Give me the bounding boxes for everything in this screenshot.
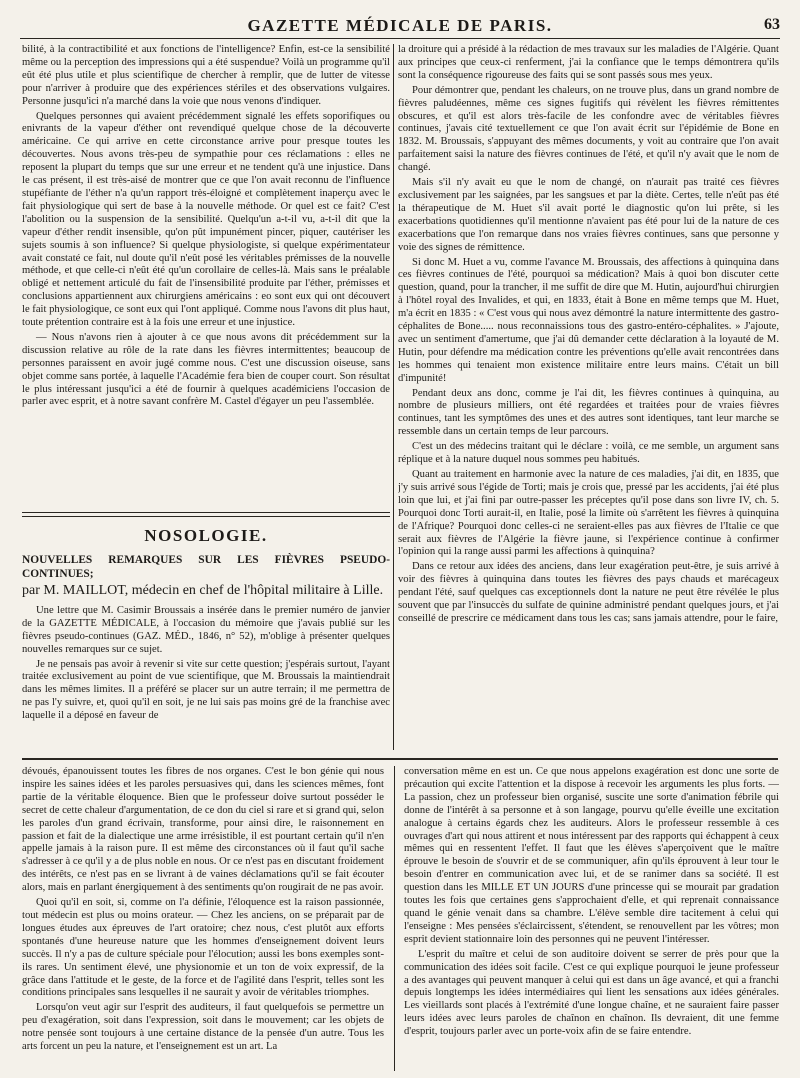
- paragraph: — Nous n'avons rien à ajouter à ce que nous avons dit précédemment sur la discussion relative au rôle de la rate dans les fièvres intermittentes; beaucoup de personnes paraissent en avoir jugé comme nous. C'est une discussion oiseuse, sans objet comme sans portée, à laquelle l'Académie fera bien de couper court. Son résultat le plus intéressant jusqu'ici a été de fournir à quelques académiciens l'occasion de parler avec esprit, et à notre savant confrère M. Castel d'égayer un peu l'assemblée.: [22, 331, 390, 408]
- section-divider: [22, 516, 390, 517]
- column-divider: [393, 44, 394, 750]
- paragraph: Dans ce retour aux idées des anciens, dans leur exagération peut-être, je suis arrivé à voir des fièvres à quinquina dans toutes les fièvres des pays chauds et marécageux pendant l'été, sauf quelques cas exceptionnels dont la nature ne peut être révélée le plus souvent que par l'insuccès du sulfate de quinine administré pendant quelques jours, et j'ai conseillé de prescrire ce médicament dans tous les cas; sans jamais attendre, pour le faire,: [398, 561, 779, 624]
- feuilleton-divider: [22, 758, 778, 760]
- column-right-top: [398, 44, 779, 752]
- column-right-bottom: [404, 766, 779, 1071]
- paragraph: Quelques personnes qui avaient précédemment signalé les effets soporifiques ou enivrants de la vapeur d'éther ont revendiqué quelque chose de la découverte américaine. Ce qui arrive en cette circonstance arrive pour presque toutes les découvertes. Nous avons très-peu de sympathie pour ces réclamations : elles ne reposent la plupart du temps que sur une erreur et ne tendent qu'à une injustice. Dans le cas présent, il est très-aisé de montrer que ce que l'on avait reconnu de l'influence stupéfiante de l'éther n'a qu'un rapport très-éloigné et complètement inaperçu avec le fait physiologique qui sert de base à la nouvelle méthode. Or quel est ce fait? C'est l'abolition ou la suspension de la sensibilité. Quelqu'un a-t-il vu, a-t-il dit que la vapeur d'éther rendit insensible, qu'on pût impunément pincer, piquer, cautériser les sujets soumis à son influence? Si quelque physiologiste, si quelque expérimentateur avait constaté ce fait, nul doute qu'il n'eût posé les véritables prémisses de la nouvelle méthode, et que celle-ci n'eût été qu'un corollaire de celles-là. Mais sans le préalable obligé et nettement articulé du fait de l'insensibilité produite par l'éther, prémisses et conclusions appartiennent aux chirurgiens américains : eo sont eux qui ont découvert le fait physiologique, ce sont eux qui l'ont appliqué. Comme nous l'avons dit plus haut, toute prétention contraire est à la fois une erreur et une injustice.: [22, 110, 390, 329]
- paragraph: Pendant deux ans donc, comme je l'ai dit, les fièvres continues à quinquina, au nombre de plusieurs milliers, ont été regardées et traitées pour de vraies fièvres continues, tant les symptômes des unes et des autres sont identiques, tant leur marche se ressemble dans un certain temps de leur parcours.: [398, 387, 779, 438]
- column-divider: [394, 766, 395, 1071]
- column-left-bottom: [22, 766, 384, 1071]
- paragraph: Quoi qu'il en soit, si, comme on l'a définie, l'éloquence est la raison passionnée, tout médecin est plus ou moins orateur. — Chez les anciens, on se préparait par de longues études aux épreuves de l'art oratoire; chez nous, c'est plutôt aux efforts spontanés d'une heureuse nature que les hommes d'enseignement doivent leurs succès. Il n'y a pas de culture spéciale pour l'élocution; aussi les bons exemples sont-ils rares. Un sentiment élevé, une physionomie et un ton de voix expressif, de la grâce dans l'attitude et le geste, de la force et de l'agilité dans l'esprit, telles sont les conditions principales sans lesquelles il ne saurait y avoir de véritables triomphes.: [22, 897, 384, 999]
- paragraph: Une lettre que M. Casimir Broussais a insérée dans le premier numéro de janvier de la GAZETTE MÉDICALE, à l'occasion du mémoire que j'avais publié sur les fièvres pseudo-continues (GAZ. MÉD., 1846, n° 52), m'oblige à présenter quelques nouvelles remarques sur ce sujet.: [22, 604, 390, 655]
- section-divider: [22, 512, 390, 513]
- page-number: 63: [764, 16, 780, 33]
- paragraph: Si donc M. Huet a vu, comme l'avance M. Broussais, des affections à quinquina dans ces fièvres continues de l'été, pourquoi sa médication? Mais à quoi bon discuter cette question, quand, pour la trancher, il me suffit de dire que M. Hutin, aujourd'hui chirurgien à l'hôtel royal des Invalides, et qui, en 1833, était à Bone en même temps que M. Huet, m'a écrit en 1835 : « C'est vous qui nous avez démontré la nature intermittente des gastro-céphalites de Bone..... nous reconnaissions tous des gastro-entéro-céphalites. » J'ajoute, avec un sentiment d'amertume, que j'ai dû demander cette déclaration à la loyauté de M. Hutin, pour défendre ma médication contre les préventions qu'elle avait rencontrées dans les hommes qui tenaient mon existence militaire entre leurs mains. C'était un bill d'impunité!: [398, 256, 779, 384]
- section-title: NOSOLOGIE.: [144, 526, 268, 545]
- column-left-top: [22, 44, 390, 509]
- paragraph: Lorsqu'on veut agir sur l'esprit des auditeurs, il faut quelquefois se permettre un peu d'exagération, soit dans l'expression, soit dans le mouvement; car les objets de notre pensée sont toujours à une certaine distance de la pensée d'un autre. Tous les arts forcent un peu la nature, et l'enseignement est un art. La: [22, 1002, 384, 1053]
- paragraph: bilité, à la contractibilité et aux fonctions de l'intelligence? Enfin, est-ce la sensibilité même ou la perception des impressions qui a été suspendue? Voilà un programme qu'il eût été plus utile et plus scientifique de chercher à remplir, que de lutter de vitesse pour n'arriver à produire que des expériences stériles et des observations vulgaires. Personne jusqu'ici n'a marché dans la voie que nous venons d'indiquer.: [22, 44, 390, 107]
- article-subheading: NOUVELLES REMARQUES SUR LES FIÈVRES PSEUDO-CONTINUES;: [22, 553, 390, 580]
- paragraph: la droiture qui a présidé à la rédaction de mes travaux sur les maladies de l'Algérie. Quant aux principes que ceux-ci renferment, j'ai la confiance que le temps démontrera qu'ils sont la conséquence rigoureuse des faits qui se sont passés sous mes yeux.: [398, 44, 779, 81]
- page-header: [20, 14, 780, 39]
- paragraph: Pour démontrer que, pendant les chaleurs, on ne trouve plus, dans un grand nombre de fièvres paludéennes, même ces signes fugitifs qui révèlent les fièvres rémittentes obscures, et qu'il est alors très-facile de les confondre avec de véritables fièvres continues, j'avais cité textuellement ce que l'on avait écrit sur l'épidémie de Bone en 1832. M. Broussais, s'appuyant des mêmes documents, y voit au contraire que l'on avait parfaitement saisi la nature des fièvres continues de l'été, et qu'il n'y avait que le nom de changé.: [398, 84, 779, 174]
- paragraph: C'est un des médecins traitant qui le déclare : voilà, ce me semble, un argument sans réplique et à la nature duquel nous sommes peu habitués.: [398, 441, 779, 466]
- paragraph: Je ne pensais pas avoir à revenir si vite sur cette question; j'espérais surtout, l'ayant traitée exclusivement au point de vue scientifique, que M. Broussais la maintiendrait dans les mêmes limites. Il a préféré se placer sur un autre terrain; il me permettra de ne pas l'y suivre, et, quoi qu'il en soit, je ne lui sais pas moins gré de la franchise avec laquelle il a déposé en faveur de: [22, 658, 390, 722]
- paragraph: conversation même en est un. Ce que nous appelons exagération est donc une sorte de précaution qui excite l'attention et la dispose à recevoir les arguments les plus forts. — La passion, chez un professeur bien organisé, suscite une sorte d'animation fébrile qui donne de l'intérêt à sa personne et à son langage, pourvu qu'elle éveille une excitation analogue à certains égards chez les auditeurs. Alors le professeur ressemble à ces ouvrages d'art qui nous attirent et nous intéressent par des rapports qui échappent à ceux mêmes qui en ressentent l'effet. Il faut que les élèves s'aperçoivent que le maître éprouve le besoin de s'ouvrir et de se communiquer, afin qu'ils éprouvent à leur tour le besoin d'entrer en communication avec lui, et de se ranimer dans sa société. Il est question dans les MILLE ET UN JOURS d'une princesse qui se mourait par gradation toutes les fois que certaines gens s'approchaient d'elle, et qui reprenait connaissance quand le génie venait dans sa chambre. L'élève semble dire tacitement à celui qui l'enseigne : Mes pensées s'éclaircissent, s'étendent, se renouvellent par les vôtres; mon esprit devient stationnaire loin des personnes qui ne peuvent l'intéresser.: [404, 766, 779, 945]
- paragraph: Mais s'il n'y avait eu que le nom de changé, on n'aurait pas traité ces fièvres exclusivement par les saignées, par les sangsues et par la diète. Certes, telle n'eût pas été la thérapeutique de M. Huet s'il avait porté le diagnostic qu'on lui prête, si les exacerbations quotidiennes qu'il mentionne n'avaient pas été pour lui de la nature de ces exacerbations que l'on remarque dans nos vraies fièvres continues, sans que personne y voie des signes de rémittence.: [398, 177, 779, 253]
- paragraph: L'esprit du maître et celui de son auditoire doivent se serrer de près pour que la communication des idées soit facile. C'est ce qui explique pourquoi le jeune professeur a des avantages qui peuvent manquer à celui qui est dans un âge avancé, et qui a franchi depuis longtemps les idées intermédiaires qui lient les sensations aux idées générales. Les vieillards sont placés à l'extrémité d'une longue chaîne, et ne sauraient faire passer leurs idées avec leurs paroles de chaînon en chaînon. Ils devraient, dit une femme d'esprit, toujours parler avec un porte-voix afin de se faire entendre.: [404, 948, 779, 1038]
- paragraph: dévoués, épanouissent toutes les fibres de nos organes. C'est le bon génie qui nous inspire les saines idées et les paroles persuasives qui, dans les sciences mêmes, font partie de la véritable éloquence. Bien que le professeur doive surtout posséder le secret de cette chaleur d'argumentation, de ce don du ciel si rare et si grand qui, selon les paroles d'un grand écrivain, transforme, pour ainsi dire, le raisonnement en passion et fait de la dialectique une arme irrésistible, il est pourtant certain qu'il n'en appelle jamais à la raison pure. Il est même des circonstances où il faut qu'il sache s'adresser à ce qu'il y a de plus noble en nous. Or ce n'est pas en discutant froidement des intérêts, ce n'est pas en se livrant à de vaines déclamations qu'il se fait écouter alors, mais en parlant énergiquement à des sentiments qu'on rougirait de ne pas avoir.: [22, 766, 384, 894]
- article-author: par M. MAILLOT, médecin en chef de l'hôpital militaire à Lille.: [22, 582, 384, 598]
- journal-title: GAZETTE MÉDICALE DE PARIS.: [247, 16, 553, 35]
- nosologie-section: [22, 520, 390, 752]
- paragraph: Quant au traitement en harmonie avec la nature de ces maladies, j'ai dit, en 1835, que j'y suis arrivé sous l'égide de Torti; mais je crois que, pressé par les accidents, j'ai été plus loin que lui, et j'ai fini par outre-passer les préceptes qu'il pose dans son livre IV, ch. 5. Pourquoi donc Torti aurait-il, en Italie, posé la limite où s'arrêtent les fièvres à quinquina de l'Afrique? Pourquoi donc celles-ci ne seraient-elles pas aux fièvres de l'Italie ce que serait aux fièvres de l'Algérie la fièvre jaune, si l'expérience continue à confirmer l'opinion qui la range aussi parmi les affections à quinquina?: [398, 469, 779, 558]
